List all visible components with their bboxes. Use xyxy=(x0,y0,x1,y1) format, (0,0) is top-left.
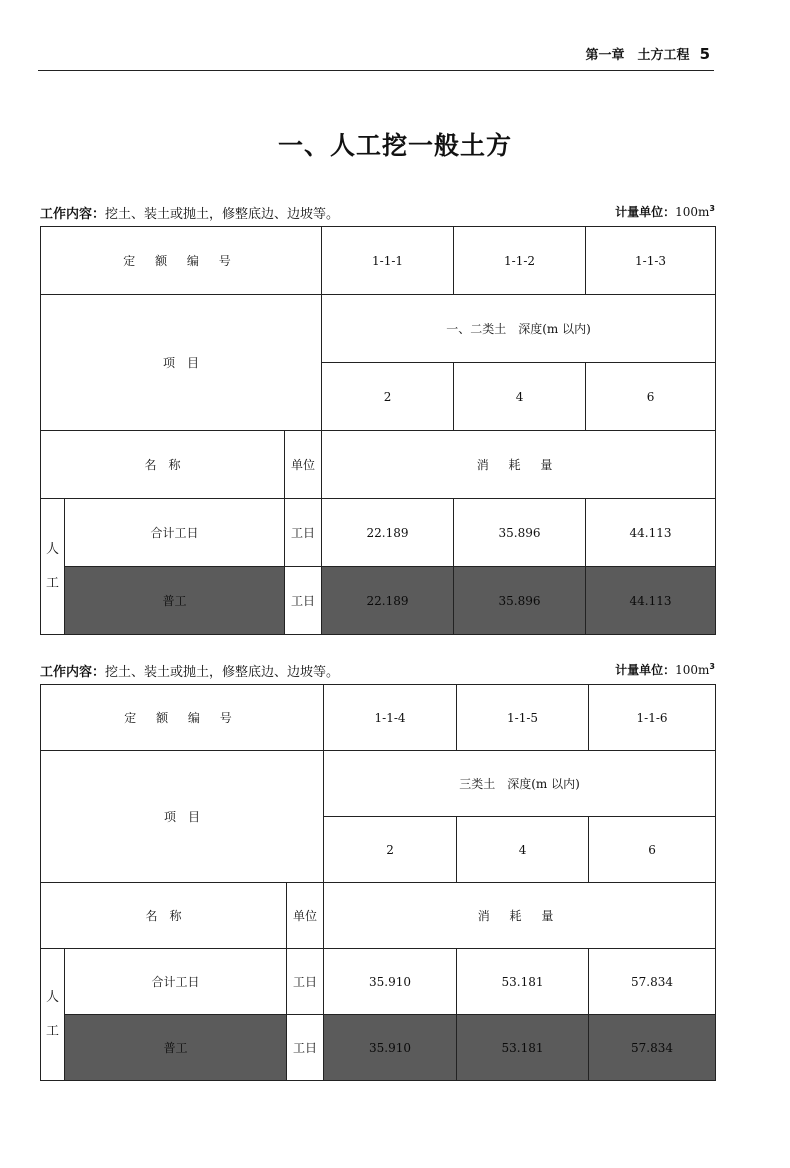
work-content-text: 挖土、装土或抛土，修整底边、边坡等。 xyxy=(105,207,340,222)
measure-unit-value: 100m xyxy=(675,205,710,219)
quota-table-1 xyxy=(40,226,716,635)
quota-code: 1-1-1 xyxy=(322,227,454,295)
measure-unit xyxy=(615,203,715,220)
consumption-value: 44.113 xyxy=(586,567,716,635)
quota-code: 1-1-2 xyxy=(454,227,586,295)
table-row xyxy=(41,295,716,363)
depth-value: 2 xyxy=(322,363,454,431)
table-row xyxy=(41,431,716,499)
quota-code: 1-1-5 xyxy=(457,685,589,751)
soil-category: 一、二类土 深度(m 以内) xyxy=(322,295,716,363)
consumption-value: 35.910 xyxy=(324,949,457,1015)
item-label: 项 目 xyxy=(41,295,322,431)
name-header: 名 称 xyxy=(41,431,285,499)
measure-unit-label: 计量单位： xyxy=(615,663,676,677)
consumption-header: 消 耗 量 xyxy=(322,431,716,499)
item-name: 合计工日 xyxy=(65,949,287,1015)
consumption-value: 53.181 xyxy=(457,1015,589,1081)
quota-code: 1-1-6 xyxy=(589,685,716,751)
measure-unit-value: 100m xyxy=(675,663,710,677)
chapter-title: 第一章 土方工程 xyxy=(585,48,690,63)
item-unit: 工日 xyxy=(287,1015,324,1081)
quota-no-label: 定 额 编 号 xyxy=(41,685,324,751)
measure-unit-sup: 3 xyxy=(709,662,715,671)
depth-value: 6 xyxy=(586,363,716,431)
quota-table-2 xyxy=(40,684,716,1081)
name-header: 名 称 xyxy=(41,883,287,949)
running-header xyxy=(530,44,710,63)
table-row xyxy=(41,685,716,751)
unit-header: 单位 xyxy=(285,431,322,499)
work-content-label: 工作内容： xyxy=(40,665,106,680)
work-content-line xyxy=(40,203,715,223)
table-row xyxy=(41,227,716,295)
depth-value: 4 xyxy=(454,363,586,431)
labor-char: 工 xyxy=(45,1023,59,1039)
consumption-value: 22.189 xyxy=(322,567,454,635)
quota-code: 1-1-4 xyxy=(324,685,457,751)
measure-unit xyxy=(615,661,715,678)
unit-header: 单位 xyxy=(287,883,324,949)
table-row xyxy=(41,567,716,635)
table-row xyxy=(41,949,716,1015)
consumption-value: 53.181 xyxy=(457,949,589,1015)
item-unit: 工日 xyxy=(287,949,324,1015)
depth-value: 4 xyxy=(457,817,589,883)
page-number: 5 xyxy=(699,45,710,63)
consumption-value: 44.113 xyxy=(586,499,716,567)
quota-no-label: 定 额 编 号 xyxy=(41,227,322,295)
item-label: 项 目 xyxy=(41,751,324,883)
work-content-label: 工作内容： xyxy=(40,207,106,222)
consumption-value: 57.834 xyxy=(589,949,716,1015)
header-rule xyxy=(38,70,714,71)
consumption-value: 35.910 xyxy=(324,1015,457,1081)
item-unit: 工日 xyxy=(285,567,322,635)
table-row xyxy=(41,751,716,817)
item-name: 普工 xyxy=(65,567,285,635)
consumption-value: 35.896 xyxy=(454,499,586,567)
depth-value: 2 xyxy=(324,817,457,883)
work-content-line xyxy=(40,661,715,681)
labor-char: 人 xyxy=(45,989,59,1005)
depth-value: 6 xyxy=(589,817,716,883)
section-title: 一、人工挖一般土方 xyxy=(277,131,512,160)
measure-unit-label: 计量单位： xyxy=(615,205,676,219)
quota-code: 1-1-3 xyxy=(586,227,716,295)
labor-char: 人 xyxy=(45,541,59,557)
item-name: 普工 xyxy=(65,1015,287,1081)
consumption-value: 22.189 xyxy=(322,499,454,567)
labor-group-label xyxy=(41,949,65,1081)
table-row xyxy=(41,499,716,567)
consumption-header: 消 耗 量 xyxy=(324,883,716,949)
labor-group-label xyxy=(41,499,65,635)
table-row xyxy=(41,1015,716,1081)
consumption-value: 35.896 xyxy=(454,567,586,635)
table-row xyxy=(41,883,716,949)
soil-category: 三类土 深度(m 以内) xyxy=(324,751,716,817)
item-unit: 工日 xyxy=(285,499,322,567)
work-content-text: 挖土、装土或抛土，修整底边、边坡等。 xyxy=(105,665,340,680)
measure-unit-sup: 3 xyxy=(709,204,715,213)
consumption-value: 57.834 xyxy=(589,1015,716,1081)
item-name: 合计工日 xyxy=(65,499,285,567)
labor-char: 工 xyxy=(45,575,59,591)
